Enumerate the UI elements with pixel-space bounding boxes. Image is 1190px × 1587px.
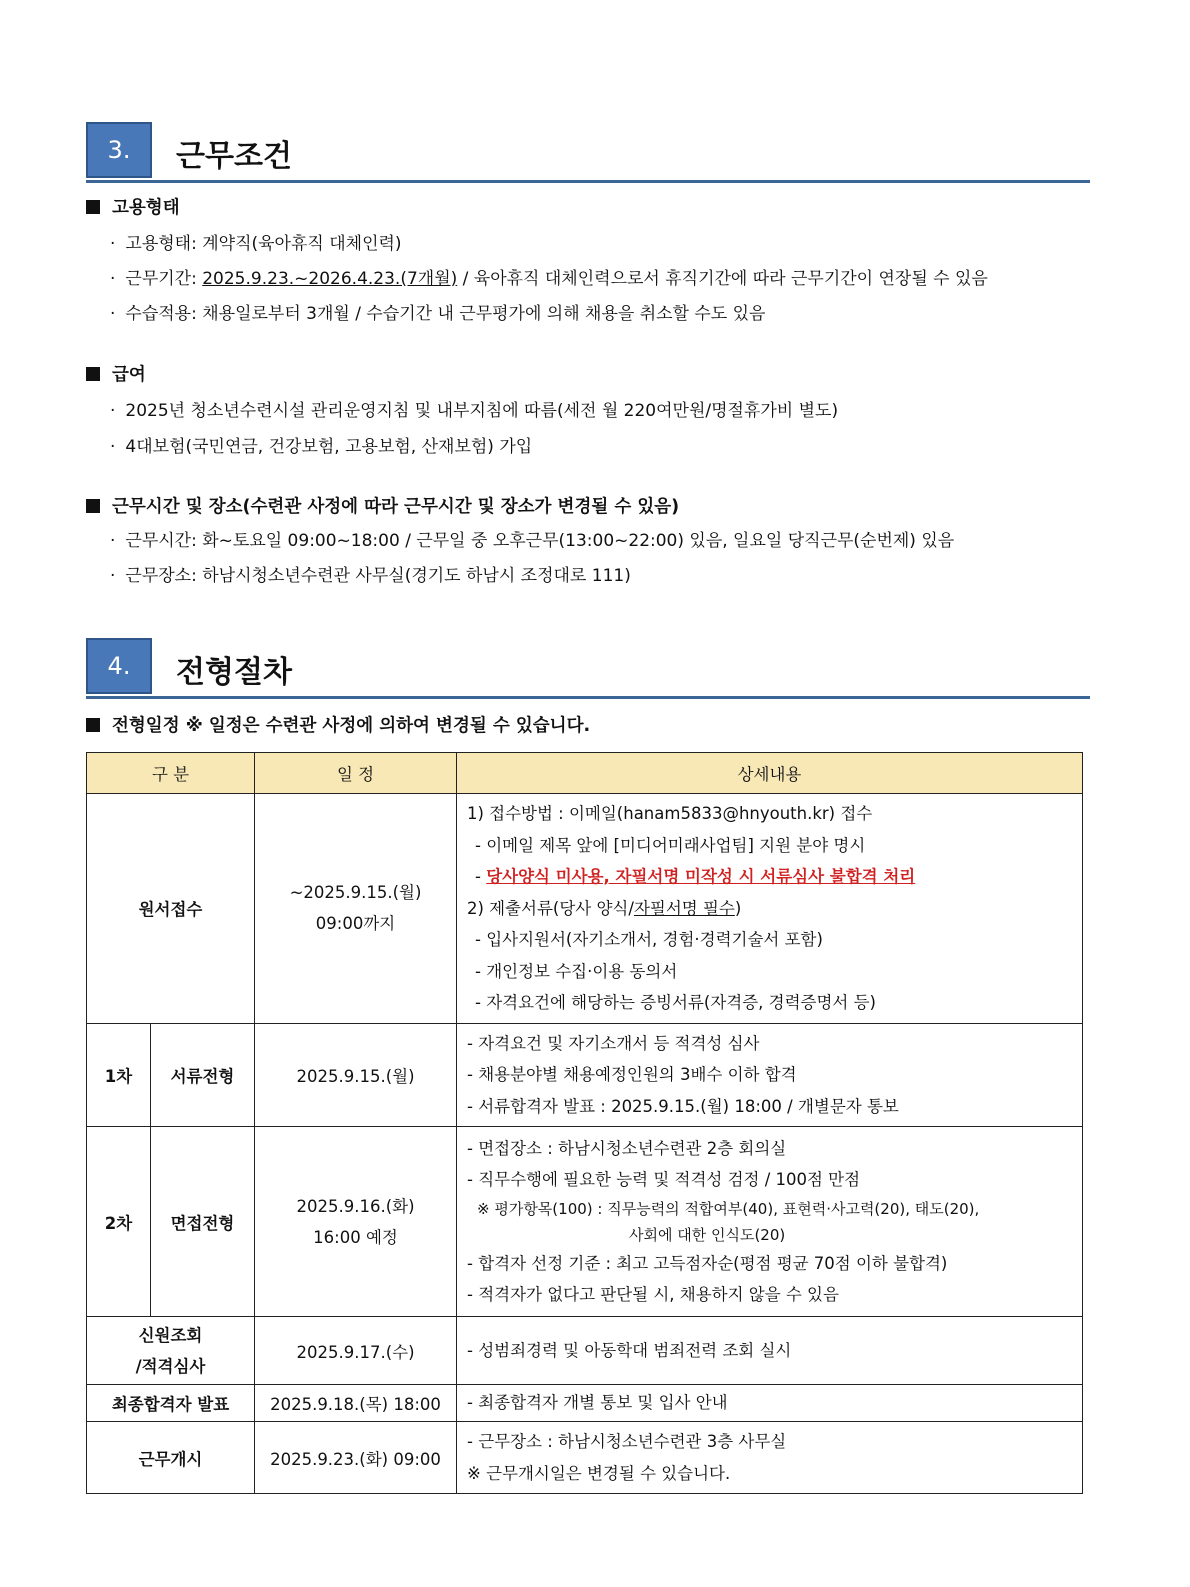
section-3-title: 근무조건 — [176, 139, 292, 174]
start-name: 근무개시 — [87, 1422, 255, 1494]
employment-heading: 고용형태 — [86, 194, 180, 219]
employment-item-period: · 근무기간: 2025.9.23.~2026.4.23.(7개월) / 육아휴직 대체인력으로서 휴직기간에 따라 근무기간이 연장될 수 있음 — [110, 269, 988, 289]
square-bullet-icon — [86, 367, 100, 381]
background-date: 2025.9.17.(수) — [255, 1317, 457, 1385]
section-3-number: 3. — [86, 122, 152, 178]
employment-item-probation: · 수습적용: 채용일로부터 3개월 / 수습기간 내 근무평가에 의해 채용을 취소할 수도 있음 — [110, 304, 766, 324]
section-4-header — [86, 638, 1090, 699]
header-category: 구 분 — [87, 753, 255, 794]
place-item: · 근무장소: 하남시청소년수련관 사무실(경기도 하남시 조정대로 111) — [110, 566, 631, 586]
final-detail: - 최종합격자 개별 통보 및 입사 안내 — [457, 1385, 1083, 1422]
application-date: ~2025.9.15.(월) 09:00까지 — [255, 794, 457, 1024]
table-row — [87, 1317, 1083, 1385]
salary-item: · 2025년 청소년수련시설 관리운영지침 및 내부지침에 따름(세전 월 220여만원/명절휴가비 별도) — [110, 401, 839, 421]
salary-item: · 4대보험(국민연금, 건강보험, 고용보험, 산재보험) 가입 — [110, 437, 533, 457]
background-detail: - 성범죄경력 및 아동학대 범죄전력 조회 실시 — [457, 1317, 1083, 1385]
hours-heading: 근무시간 및 장소(수련관 사정에 따라 근무시간 및 장소가 변경될 수 있음) — [86, 493, 679, 518]
final-date: 2025.9.18.(목) 18:00 — [255, 1385, 457, 1422]
schedule-heading: 전형일정 ※ 일정은 수련관 사정에 의하여 변경될 수 있습니다. — [86, 712, 590, 737]
square-bullet-icon — [86, 499, 100, 513]
salary-heading: 급여 — [86, 361, 146, 386]
section-3-header — [86, 122, 1090, 183]
start-date: 2025.9.23.(화) 09:00 — [255, 1422, 457, 1494]
round2-date: 2025.9.16.(화) 16:00 예정 — [255, 1127, 457, 1317]
hours-item: · 근무시간: 화~토요일 09:00~18:00 / 근무일 중 오후근무(13:00~22:00) 있음, 일요일 당직근무(순번제) 있음 — [110, 531, 955, 551]
table-row — [87, 794, 1083, 1024]
header-schedule: 일 정 — [255, 753, 457, 794]
final-name: 최종합격자 발표 — [87, 1385, 255, 1422]
round1-name: 서류전형 — [151, 1023, 255, 1127]
warning-text: 당사양식 미사용, 자필서명 미작성 시 서류심사 불합격 처리 — [486, 867, 916, 886]
table-row — [87, 1422, 1083, 1494]
section-4-number: 4. — [86, 638, 152, 694]
round2-details: - 면접장소 : 하남시청소년수련관 2층 회의실 - 직무수행에 필요한 능력 및 적격성 검정 / 100점 만점 ※ 평가항목(100) : 직무능력의 적합여부(40), 표현력·사고력(20), 태도(20), 사회에 대한 인식도(20) - 합격자 선정 기준 : 최고 고득점자순(평점 평균 70점 이하 불합격) - 적격자가 없다고 판단될 시, 채용하지 않을 수 있음 — [457, 1127, 1083, 1317]
round1-stage: 1차 — [87, 1023, 151, 1127]
round1-date: 2025.9.15.(월) — [255, 1023, 457, 1127]
table-row — [87, 1127, 1083, 1317]
background-name: 신원조회 /적격심사 — [87, 1317, 255, 1385]
schedule-table — [86, 752, 1083, 1494]
round2-name: 면접전형 — [151, 1127, 255, 1317]
start-details: - 근무장소 : 하남시청소년수련관 3층 사무실 ※ 근무개시일은 변경될 수 있습니다. — [457, 1422, 1083, 1494]
table-header-row — [87, 753, 1083, 794]
section-4-title: 전형절차 — [176, 655, 292, 690]
round1-details: - 자격요건 및 자기소개서 등 적격성 심사 - 채용분야별 채용예정인원의 3배수 이하 합격 - 서류합격자 발표 : 2025.9.15.(월) 18:00 / 개별문자 통보 — [457, 1023, 1083, 1127]
employment-item-type: · 고용형태: 계약직(육아휴직 대체인력) — [110, 234, 402, 254]
square-bullet-icon — [86, 718, 100, 732]
round2-stage: 2차 — [87, 1127, 151, 1317]
table-row — [87, 1023, 1083, 1127]
header-details: 상세내용 — [457, 753, 1083, 794]
square-bullet-icon — [86, 200, 100, 214]
application-name: 원서접수 — [87, 794, 255, 1024]
table-row — [87, 1385, 1083, 1422]
application-details: 1) 접수방법 : 이메일(hanam5833@hnyouth.kr) 접수 - 이메일 제목 앞에 [미디어미래사업팀] 지원 분야 명시 - 당사양식 미사용, 자필서명 미작성 시 서류심사 불합격 처리 2) 제출서류(당사 양식/자필서명 필수) - 입사지원서(자기소개서, 경험·경력기술서 포함) - 개인정보 수집·이용 동의서 - 자격요건에 해당하는 증빙서류(자격증, 경력증명서 등) — [457, 794, 1083, 1024]
